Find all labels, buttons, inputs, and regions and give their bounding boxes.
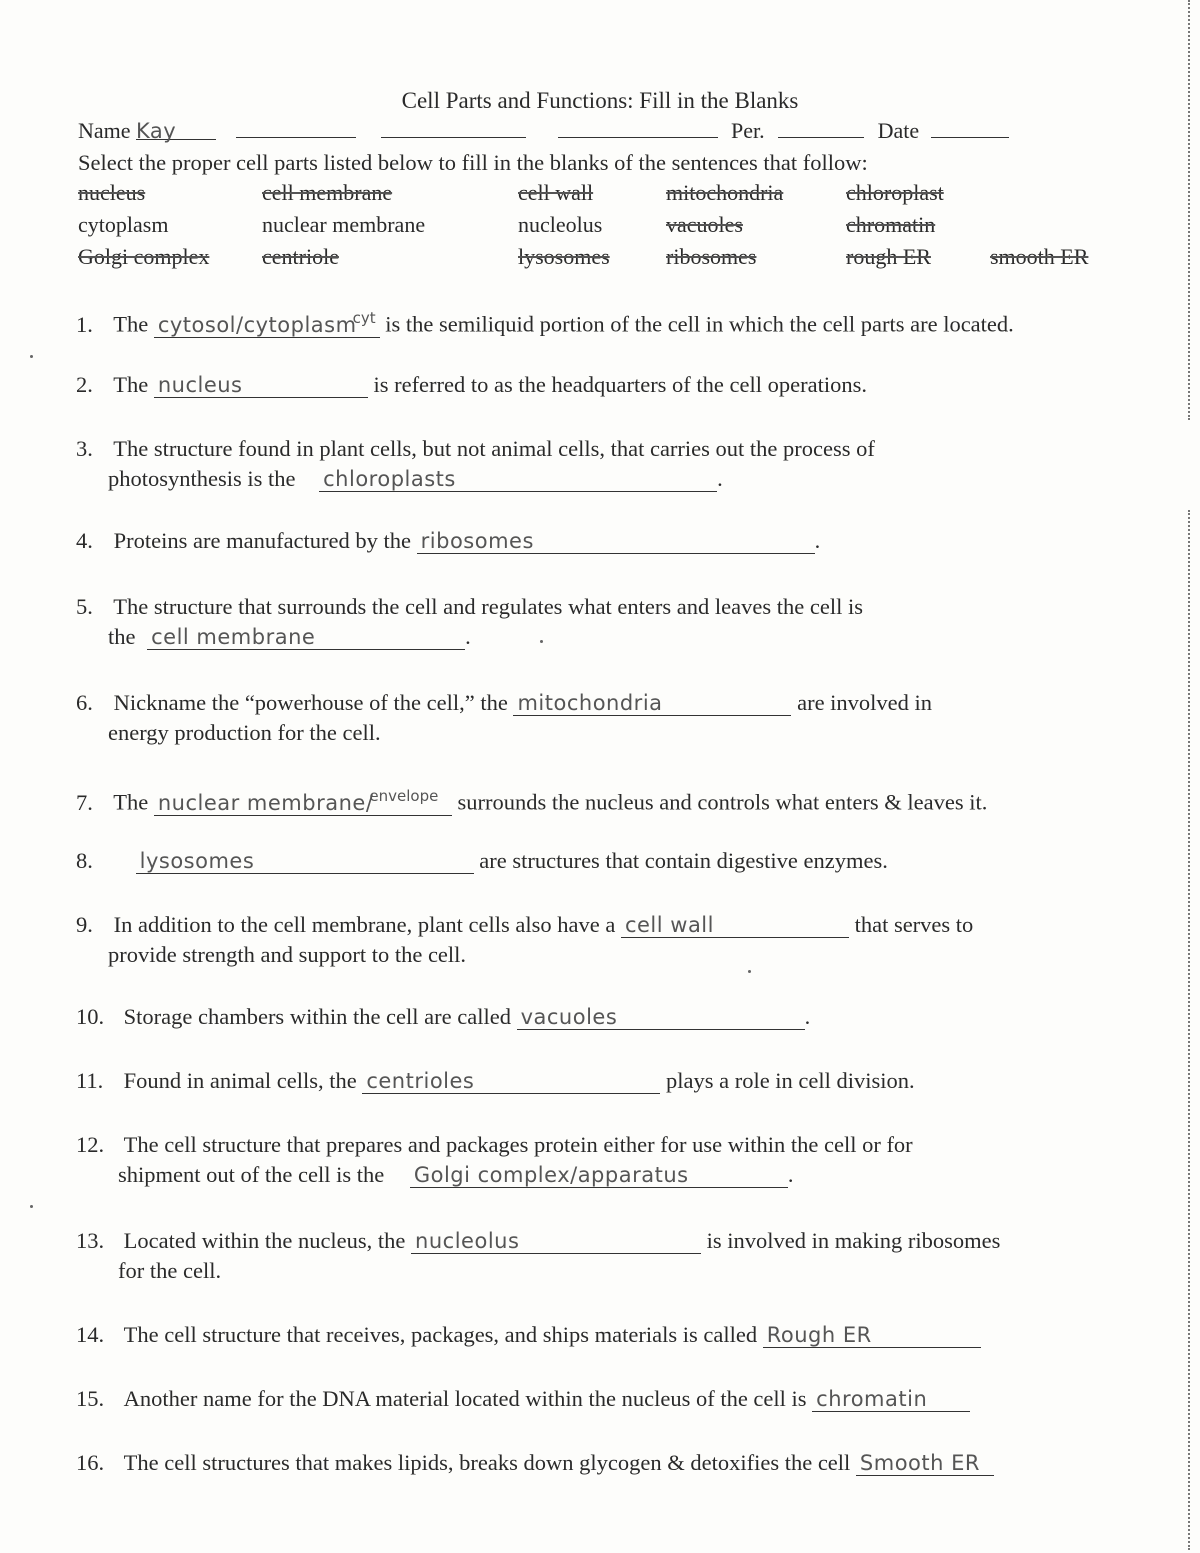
worksheet-title: Cell Parts and Functions: Fill in the Blanks: [401, 88, 799, 113]
handwritten-answer: cell wall: [624, 913, 714, 937]
question-text: The cell structure that prepares and packages protein either for use within the cell or for: [123, 1132, 913, 1157]
handwritten-answer: Smooth ER: [859, 1451, 980, 1475]
scan-edge-bottom: [1188, 510, 1190, 1550]
question-text: .: [717, 466, 723, 491]
word-bank-item: chloroplast: [846, 180, 944, 205]
question-11: [76, 1066, 915, 1096]
handwritten-answer: nucleolus: [415, 1229, 520, 1253]
period-field[interactable]: [778, 116, 864, 138]
question-text: Found in animal cells, the: [123, 1068, 357, 1093]
answer-blank[interactable]: [154, 373, 368, 398]
answer-blank[interactable]: [417, 529, 815, 554]
question-text: are involved in: [797, 690, 933, 715]
name-blank: [558, 116, 718, 138]
question-number: 8.: [76, 848, 93, 873]
question-number: 7.: [76, 789, 93, 815]
question-text: Proteins are manufactured by the: [113, 528, 412, 553]
question-number: 3.: [76, 436, 93, 461]
question-6: [76, 688, 932, 748]
handwritten-answer: cell membrane: [151, 625, 316, 649]
question-number: 10.: [76, 1004, 105, 1029]
question-15: [76, 1384, 970, 1414]
handwritten-answer: cytosol/cytoplasm: [157, 312, 357, 337]
question-text: .: [814, 528, 821, 553]
question-text: shipment out of the cell is the: [118, 1162, 385, 1187]
name-blank: [236, 116, 356, 138]
question-number: 16.: [76, 1450, 105, 1475]
question-text: Storage chambers within the cell are called: [123, 1004, 511, 1029]
word-bank-item: vacuoles: [666, 212, 743, 237]
question-number: 6.: [76, 690, 93, 715]
answer-blank[interactable]: [517, 1005, 805, 1030]
answer-blank[interactable]: [362, 1069, 660, 1094]
question-text: is involved in making ribosomes: [706, 1228, 1001, 1253]
question-13: [76, 1226, 1000, 1286]
answer-note: envelope: [369, 787, 439, 805]
question-text: The structure that surrounds the cell and regulates what enters and leaves the cell is: [113, 594, 863, 619]
name-label: Name: [78, 118, 131, 143]
question-number: 9.: [76, 912, 93, 937]
handwritten-answer: vacuoles: [520, 1005, 618, 1029]
question-number: 4.: [76, 528, 93, 553]
question-12: [76, 1130, 913, 1190]
word-bank-item: cytoplasm: [78, 212, 169, 237]
scan-edge-top: [1188, 0, 1190, 420]
question-number: 12.: [76, 1132, 105, 1157]
name-field[interactable]: [136, 118, 216, 143]
handwritten-answer: nuclear membrane/: [157, 790, 374, 815]
word-bank-item: nucleolus: [518, 212, 603, 237]
answer-blank[interactable]: [856, 1451, 994, 1476]
period-label: Per.: [731, 118, 765, 143]
question-text: .: [787, 1162, 794, 1187]
handwritten-answer: nucleus: [157, 373, 243, 397]
name-blank: [381, 116, 526, 138]
handwritten-answer: Golgi complex/apparatus: [413, 1163, 689, 1187]
word-bank-item: Golgi complex: [78, 244, 210, 269]
answer-blank[interactable]: [513, 691, 791, 716]
question-text: is the semiliquid portion of the cell in which the cell parts are located.: [385, 311, 1014, 337]
question-number: 2.: [76, 372, 93, 397]
date-field[interactable]: [931, 116, 1009, 138]
word-bank-item: rough ER: [846, 244, 931, 269]
question-1: [76, 306, 1014, 340]
question-2: [76, 370, 867, 400]
answer-blank[interactable]: [154, 306, 380, 338]
question-9: [76, 910, 973, 970]
question-8: [76, 846, 888, 876]
word-bank-item: chromatin: [846, 212, 936, 237]
question-text: Nickname the “powerhouse of the cell,” the: [113, 690, 508, 715]
question-16: [76, 1448, 994, 1478]
question-3: [76, 434, 875, 494]
word-bank-item: nucleus: [78, 180, 146, 205]
question-text: The structure found in plant cells, but not animal cells, that carries out the process of: [113, 436, 875, 461]
answer-blank[interactable]: [621, 913, 849, 938]
handwritten-answer: mitochondria: [517, 691, 663, 715]
word-bank-item: mitochondria: [666, 180, 784, 205]
answer-blank[interactable]: [154, 784, 452, 816]
scan-speck: [30, 355, 33, 358]
question-text: photosynthesis is the: [108, 466, 296, 491]
question-text: the: [108, 624, 136, 649]
question-text: Another name for the DNA material located within the nucleus of the cell is: [123, 1386, 807, 1411]
word-bank-item: centriole: [262, 244, 339, 269]
handwritten-answer: chloroplasts: [323, 467, 456, 491]
question-number: 5.: [76, 594, 93, 619]
question-14: [76, 1320, 981, 1350]
handwritten-answer: ribosomes: [420, 529, 534, 553]
question-text: provide strength and support to the cell.: [108, 942, 467, 967]
handwritten-answer: chromatin: [816, 1387, 928, 1411]
question-text: The: [113, 372, 149, 397]
question-text: plays a role in cell division.: [665, 1068, 915, 1093]
word-bank-item: nuclear membrane: [262, 212, 426, 237]
question-4: [76, 526, 820, 556]
word-bank-item: cell membrane: [262, 180, 393, 205]
instructions: Select the proper cell parts listed below to fill in the blanks of the sentences that follow:: [78, 150, 868, 175]
scan-speck: [30, 1205, 33, 1208]
question-text: The: [113, 789, 149, 815]
question-text: is referred to as the headquarters of the cell operations.: [373, 372, 867, 397]
question-number: 1.: [76, 311, 93, 337]
question-text: that serves to: [854, 912, 974, 937]
question-text: The cell structure that receives, packages, and ships materials is called: [123, 1322, 758, 1347]
question-5: [76, 592, 863, 652]
question-7: [76, 784, 987, 818]
question-text: energy production for the cell.: [108, 720, 381, 745]
name-line: [78, 116, 1009, 144]
question-text: .: [465, 624, 471, 649]
answer-blank[interactable]: [763, 1323, 981, 1348]
question-text: The cell structures that makes lipids, breaks down glycogen & detoxifies the cell: [123, 1450, 851, 1475]
question-text: Located within the nucleus, the: [123, 1228, 406, 1253]
answer-blank[interactable]: [410, 1163, 788, 1188]
word-bank-item: ribosomes: [666, 244, 757, 269]
question-number: 13.: [76, 1228, 105, 1253]
answer-blank[interactable]: [147, 625, 465, 650]
name-value: Kay: [136, 119, 177, 143]
scan-speck: [748, 970, 751, 973]
question-text: for the cell.: [118, 1258, 222, 1283]
answer-blank[interactable]: [812, 1387, 970, 1412]
question-text: .: [804, 1004, 811, 1029]
word-bank-item: lysosomes: [518, 244, 610, 269]
question-10: [76, 1002, 810, 1032]
answer-note: cyt: [352, 309, 376, 327]
word-bank-item: cell wall: [518, 180, 594, 205]
answer-blank[interactable]: [319, 467, 717, 492]
answer-blank[interactable]: [411, 1229, 701, 1254]
question-text: surrounds the nucleus and controls what enters & leaves it.: [457, 789, 988, 815]
answer-blank[interactable]: [136, 849, 474, 874]
question-number: 14.: [76, 1322, 105, 1347]
handwritten-answer: centrioles: [366, 1069, 475, 1093]
question-number: 11.: [76, 1068, 104, 1093]
question-text: In addition to the cell membrane, plant cells also have a: [113, 912, 616, 937]
handwritten-answer: lysosomes: [139, 849, 255, 873]
handwritten-answer: Rough ER: [766, 1323, 872, 1347]
question-text: are structures that contain digestive enzymes.: [479, 848, 888, 873]
date-label: Date: [877, 118, 920, 143]
question-number: 15.: [76, 1386, 105, 1411]
question-text: The: [113, 311, 149, 337]
word-bank-item: smooth ER: [990, 244, 1089, 269]
